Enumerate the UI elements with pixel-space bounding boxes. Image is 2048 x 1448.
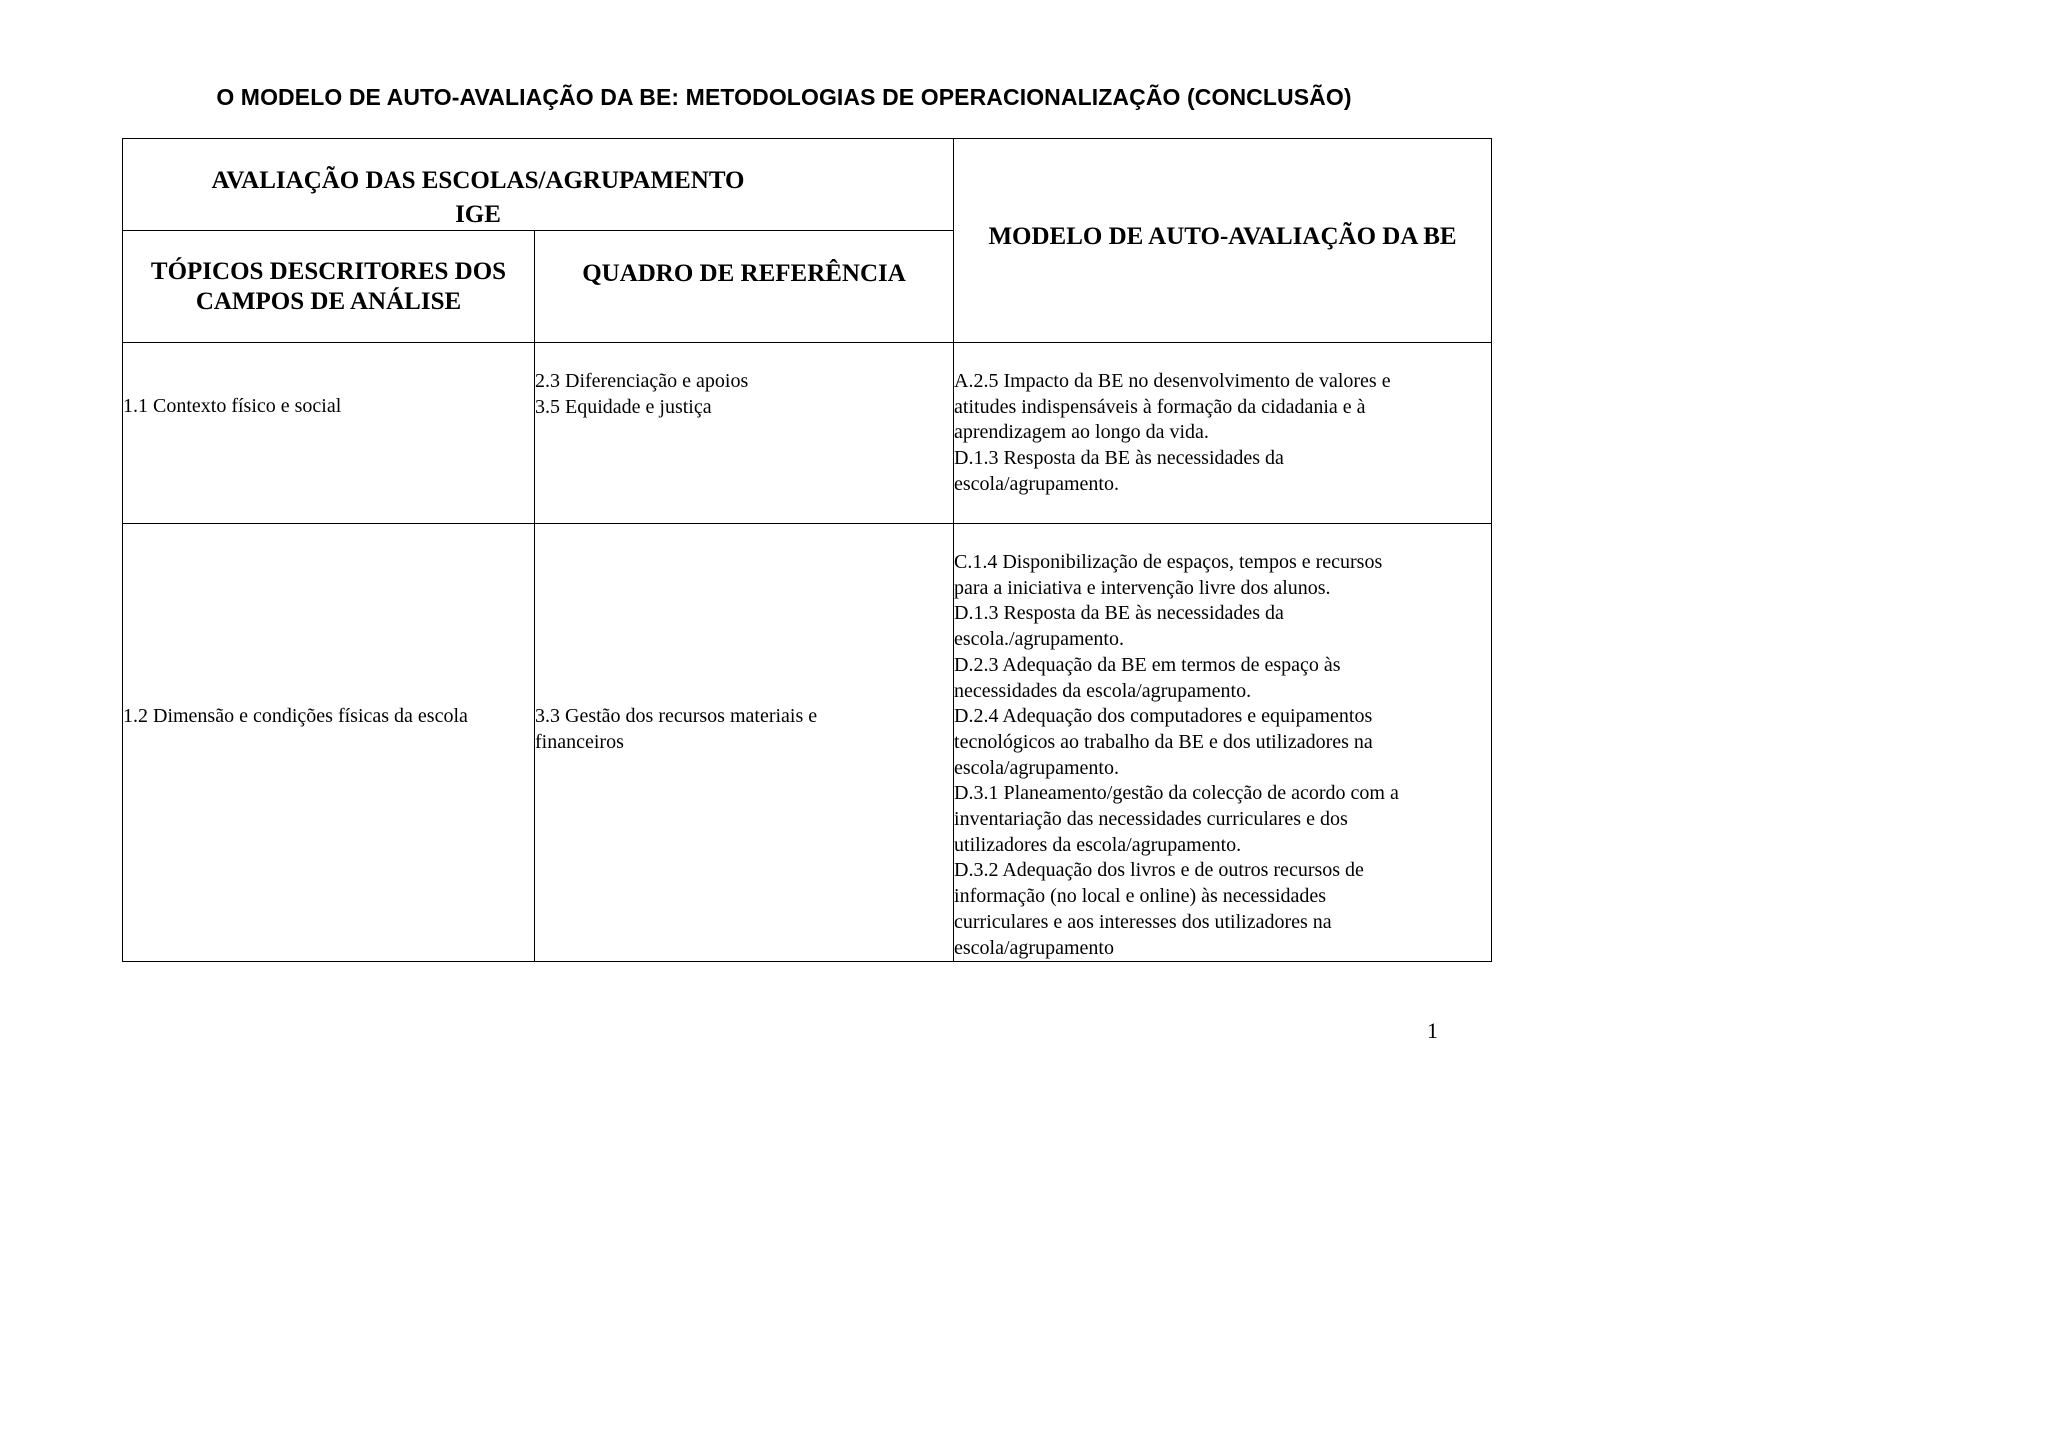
model-line: escola/agrupamento	[954, 936, 1114, 959]
header-group-subtitle: IGE	[455, 201, 501, 228]
model-line: informação (no local e online) às necessidades	[954, 885, 1327, 908]
page-title: O MODELO DE AUTO-AVALIAÇÃO DA BE: METODOLOGIAS DE OPERACIONALIZAÇÃO (CONCLUSÃO)	[216, 84, 1352, 110]
model-cell	[954, 524, 1492, 962]
model-line: D.3.1 Planeamento/gestão da colecção de acordo com a	[954, 782, 1399, 805]
header-topics-line2: CAMPOS DE ANÁLISE	[195, 287, 462, 315]
header-topics-cell	[123, 231, 535, 343]
model-line: escola/agrupamento.	[954, 472, 1119, 495]
model-cell	[954, 343, 1492, 524]
model-line: para a iniciativa e intervenção livre dos alunos.	[954, 576, 1331, 599]
header-reference-cell	[535, 231, 954, 343]
model-line: escola/agrupamento.	[954, 756, 1119, 779]
model-line: utilizadores da escola/agrupamento.	[954, 833, 1242, 856]
model-line: tecnológicos ao trabalho da BE e dos utilizadores na	[954, 730, 1373, 753]
reference-line: 3.3 Gestão dos recursos materiais e	[535, 705, 818, 727]
model-line: inventariação das necessidades curriculares e dos	[954, 808, 1348, 831]
reference-line: 3.5 Equidade e justiça	[535, 395, 712, 418]
model-line: escola./agrupamento.	[954, 628, 1124, 651]
reference-line: 2.3 Diferenciação e apoios	[535, 370, 749, 392]
model-line: curriculares e aos interesses dos utilizadores na	[954, 910, 1332, 933]
header-group-cell	[123, 139, 954, 231]
reference-line: financeiros	[535, 730, 624, 753]
model-line: aprendizagem ao longo da vida.	[954, 421, 1209, 444]
header-topics-line1: TÓPICOS DESCRITORES DOS	[150, 257, 507, 285]
table-row	[123, 524, 1492, 962]
model-line: atitudes indispensáveis à formação da cidadania e à	[954, 395, 1366, 418]
header-model-cell	[954, 139, 1492, 343]
model-line: C.1.4 Disponibilização de espaços, tempos e recursos	[954, 551, 1383, 573]
reference-cell	[535, 524, 954, 962]
model-line: D.1.3 Resposta da BE às necessidades da	[954, 447, 1284, 470]
page-number: 1	[1427, 1018, 1438, 1043]
table-row	[123, 343, 1492, 524]
topic-text: 1.1 Contexto físico e social	[123, 395, 342, 417]
topic-cell	[123, 524, 535, 962]
model-line: D.1.3 Resposta da BE às necessidades da	[954, 602, 1284, 625]
reference-cell	[535, 343, 954, 524]
comparison-table	[122, 138, 1492, 962]
header-reference-label: QUADRO DE REFERÊNCIA	[582, 260, 906, 287]
model-line: D.2.4 Adequação dos computadores e equipamentos	[954, 705, 1373, 728]
model-line: A.2.5 Impacto da BE no desenvolvimento de valores e	[954, 370, 1391, 392]
header-model-label: MODELO DE AUTO-AVALIAÇÃO DA BE	[988, 222, 1457, 250]
header-group-title: AVALIAÇÃO DAS ESCOLAS/AGRUPAMENTO	[211, 167, 745, 194]
model-line: D.3.2 Adequação dos livros e de outros recursos de	[954, 859, 1364, 882]
topic-text: 1.2 Dimensão e condições físicas da escola	[123, 705, 468, 727]
model-line: necessidades da escola/agrupamento.	[954, 679, 1252, 702]
topic-cell	[123, 343, 535, 524]
model-line: D.2.3 Adequação da BE em termos de espaço às	[954, 653, 1341, 676]
